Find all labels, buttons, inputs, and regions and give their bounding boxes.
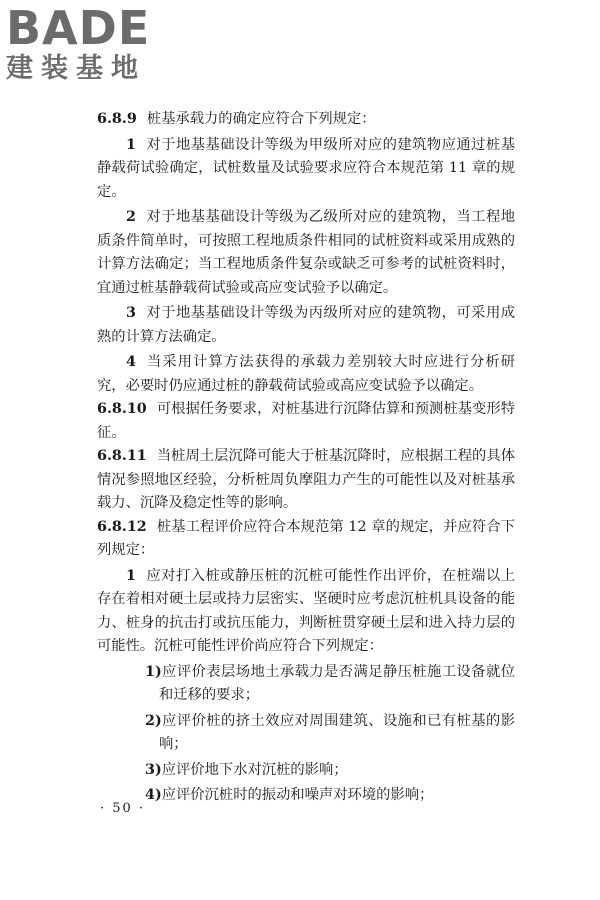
sub-item-number: 2) — [145, 712, 162, 729]
item-number: 4 — [126, 354, 136, 370]
clause-item-3 — [97, 302, 515, 349]
logo-wordmark: BADE — [6, 1, 151, 55]
item-number: 3 — [126, 305, 136, 321]
clause-text: 可根据任务要求，对桩基进行沉降估算和预测桩基变形特征。 — [97, 401, 515, 441]
clause-number: 6.8.12 — [97, 518, 147, 535]
clause-6-8-12 — [97, 516, 515, 563]
clause-6-8-11 — [97, 445, 515, 516]
bade-logo — [6, 1, 176, 86]
clause-item-1-piling — [97, 565, 515, 659]
clause-number: 6.8.9 — [97, 111, 137, 127]
sub-item-3 — [97, 759, 515, 783]
sub-item-text: 应评价地下水对沉桩的影响； — [161, 761, 348, 778]
sub-item-text: 应评价沉桩时的振动和噪声对环境的影响； — [161, 787, 434, 803]
clause-item-1 — [97, 134, 515, 205]
sub-item-2 — [97, 710, 515, 757]
item-text: 当采用计算方法获得的承载力差别较大时应进行分析研究，必要时仍应通过桩的静载荷试验或高应变试验予以确定。 — [97, 354, 515, 394]
clause-text: 桩基工程评价应符合本规范第 12 章的规定，并应符合下列规定： — [97, 518, 515, 558]
sub-item-1 — [97, 661, 515, 708]
item-number: 1 — [126, 567, 136, 584]
sub-item-text: 应评价桩的挤土效应对周围建筑、设施和已有桩基的影响； — [159, 712, 515, 752]
clause-number: 6.8.10 — [97, 401, 147, 417]
page-number: · 50 · — [100, 801, 146, 816]
item-text: 对于地基基础设计等级为甲级所对应的建筑物应通过桩基静载荷试验确定，试桩数量及试验要求应符合本规范第 11 章的规定。 — [97, 136, 515, 200]
document-body — [97, 108, 515, 808]
clause-text: 当桩周土层沉降可能大于桩基沉降时，应根据工程的具体情况参照地区经验，分析桩周负摩阻力产生的可能性以及对桩基承载力、沉降及稳定性等的影响。 — [97, 448, 515, 511]
sub-item-number: 1) — [145, 663, 162, 680]
clause-text: 桩基承载力的确定应符合下列规定： — [146, 111, 376, 127]
item-text: 对于地基基础设计等级为丙级所对应的建筑物，可采用成熟的计算方法确定。 — [97, 305, 515, 345]
clause-item-4 — [97, 351, 515, 398]
clause-6-8-10 — [97, 398, 515, 445]
logo-subtitle: 建装基地 — [6, 53, 146, 84]
item-text: 对于地基基础设计等级为乙级所对应的建筑物，当工程地质条件简单时，可按照工程地质条件相同的试桩资料或采用成熟的计算方法确定；当工程地质条件复杂或缺乏可参考的试桩资料时，宜通过桩基静载荷试验或高应变试验予以确定。 — [97, 209, 515, 296]
sub-item-text: 应评价表层场地土承载力是否满足静压桩施工设备就位和迁移的要求； — [159, 663, 515, 703]
item-text: 应对打入桩或静压桩的沉桩可能性作出评价，在桩端以上存在着相对硬土层或持力层密实、坚硬时应考虑沉桩机具设备的能力、桩身的抗击打或抗压能力，判断桩贯穿硬土层和进入持力层的可能性。沉桩可能性评价尚应符合下列规定： — [97, 567, 515, 654]
item-number: 2 — [126, 209, 136, 225]
clause-item-2 — [97, 206, 515, 300]
clause-6-8-9 — [97, 108, 515, 132]
item-number: 1 — [126, 136, 136, 153]
clause-number: 6.8.11 — [97, 448, 147, 464]
sub-item-number: 4) — [145, 787, 162, 803]
sub-item-4 — [97, 784, 515, 808]
sub-item-number: 3) — [145, 761, 162, 778]
